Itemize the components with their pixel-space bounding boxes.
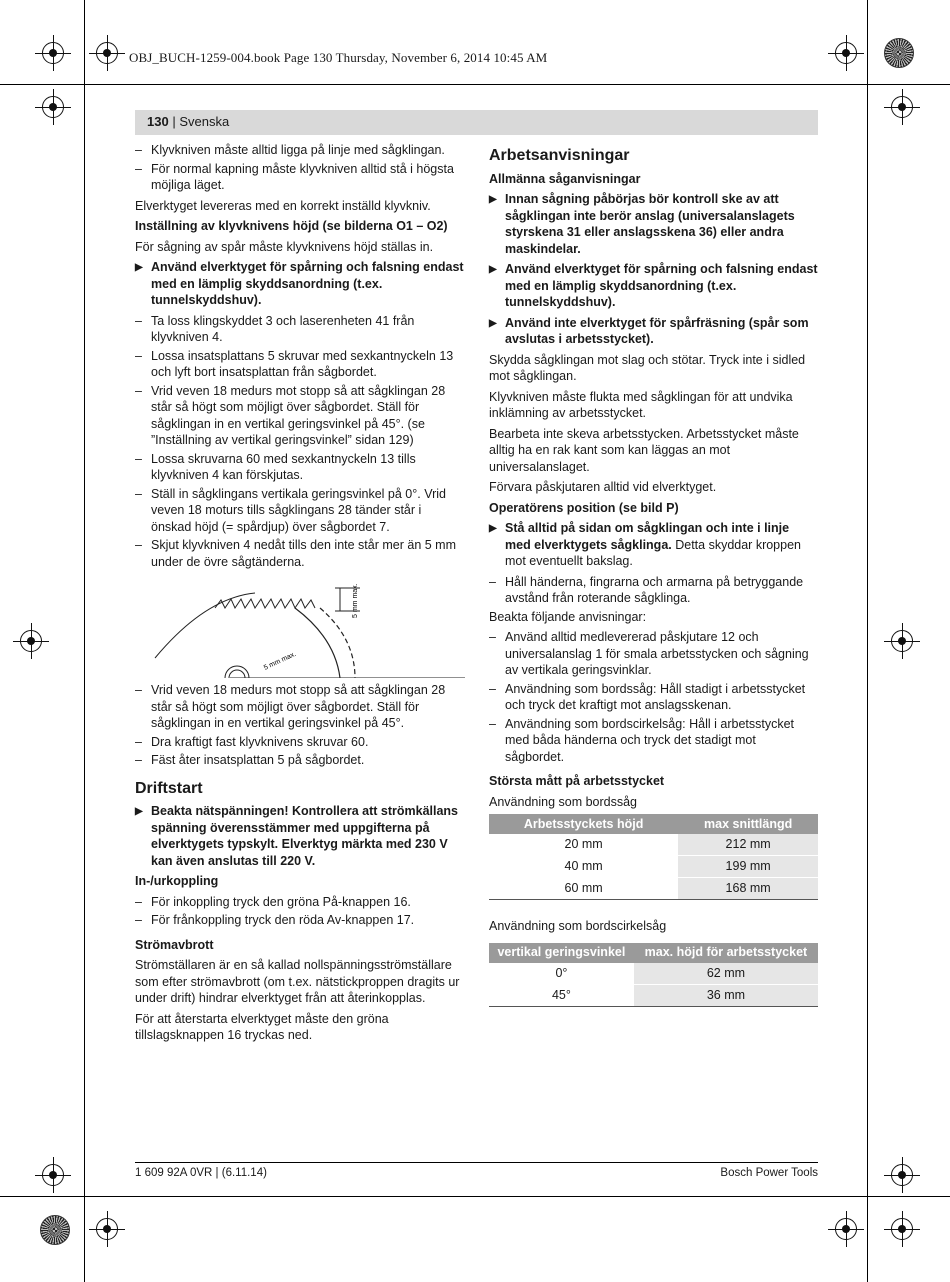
table-row <box>489 963 818 985</box>
registration-mark-icon <box>42 1164 64 1186</box>
paragraph: Strömställaren är en så kallad nollspänningsströmställare som efter strömavbrott (om t.ex. nätstickproppen dragits ur under drift) hindrar elverktyget från att återinkopplas. <box>135 958 460 1005</box>
list-item: – Ta loss klingskyddet 3 och laserenheten 41 från klyvkniven 4. <box>135 313 465 346</box>
list-item: – Användning som bordssåg: Håll stadigt i arbetsstycket och tryck det kraftigt mot anslagsskenan. <box>489 681 818 714</box>
registration-mark-icon <box>20 630 42 652</box>
warning-text: Innan sågning påbörjas bör kontroll ske av att sågklingan inte berör anslag (universalanslagets styrskena 31 eller anslagsskena 36) eller andra maskindelar. <box>505 192 795 256</box>
left-column <box>135 142 465 1048</box>
list-item: – Skjut klyvkniven 4 nedåt tills den inte står mer än 5 mm under de övre sågtänderna. <box>135 537 465 570</box>
table-row <box>489 834 818 856</box>
color-star-icon <box>40 1215 70 1245</box>
table-cell: 20 mm <box>489 834 678 856</box>
table-caption: Användning som bordscirkelsåg <box>489 919 667 933</box>
table-bordssag <box>489 814 818 900</box>
warning-text-normal: Detta skyddar kroppen mot eventuellt bakslag. <box>505 537 801 568</box>
warning-text: Beakta nätspänningen! Kontrollera att strömkällans spänning överensstämmer med uppgifterna på elverktygets typskylt. Elverktyg märkta med 230 V kan även anslutas till 220 V. <box>151 804 459 868</box>
table-cell: 60 mm <box>489 878 678 900</box>
table-row <box>489 878 818 900</box>
registration-mark-icon <box>891 1218 913 1240</box>
figure-label: 5 mm max. <box>352 583 359 618</box>
list-item: – Fäst åter insatsplattan 5 på sågbordet. <box>135 752 465 769</box>
section-title: Arbetsanvisningar <box>489 147 630 164</box>
table-cell: 45° <box>489 984 634 1006</box>
warning-text: Använd elverktyget för spårning och falsning endast med en lämplig skyddsanordning (t.ex. tunnelskyddshuv). <box>151 260 464 307</box>
warning-item <box>489 520 818 570</box>
registration-mark-icon <box>891 630 913 652</box>
right-column <box>489 142 818 1007</box>
list-item: – Vrid veven 18 medurs mot stopp så att sågklingan 28 står så högt som möjligt över sågbordet. Ställ för sågklingan in en vertikal geringsvinkel på 45°. <box>135 682 465 732</box>
page-number: 130 <box>147 114 169 129</box>
list-item: – Dra kraftigt fast klyvknivens skruvar 60. <box>135 734 465 751</box>
page-language: Svenska <box>179 114 230 129</box>
crop-line-right <box>867 0 868 1282</box>
table-header: max snittlängd <box>678 814 818 834</box>
table-bordscirkelsag <box>489 943 818 1007</box>
list-item: – För normal kapning måste klyvkniven alltid stå i högsta möjliga läget. <box>135 161 465 194</box>
paragraph: Beakta följande anvisningar: <box>489 609 647 624</box>
registration-mark-icon <box>835 42 857 64</box>
warning-item <box>135 259 465 309</box>
warning-item <box>489 191 818 257</box>
table-cell: 62 mm <box>634 963 818 985</box>
paragraph: För att återstarta elverktyget måste den gröna tillslagsknappen 16 tryckas ned. <box>135 1011 389 1042</box>
riving-knife-figure <box>135 578 465 678</box>
warning-text: Använd inte elverktyget för spårfräsning (spår som avslutas i arbetsstycket). <box>505 315 809 346</box>
section-heading: Inställning av klyvknivens höjd (se bilderna O1 – O2) <box>135 219 448 233</box>
page-header: 130 | Svenska <box>135 110 818 135</box>
table-header: max. höjd för arbetsstycket <box>634 943 818 963</box>
table-header: vertikal geringsvinkel <box>489 943 634 963</box>
warning-text: Använd elverktyget för spårning och falsning endast med en lämplig skyddsanordning (t.ex. tunnelskyddshuv). <box>505 262 818 309</box>
list-item: – Lossa insatsplattans 5 skruvar med sexkantnyckeln 13 och lyft bort insatsplattan från sågbordet. <box>135 348 465 381</box>
warning-item <box>489 315 818 348</box>
registration-mark-icon <box>835 1218 857 1240</box>
paragraph: Förvara påskjutaren alltid vid elverktyget. <box>489 480 717 494</box>
registration-mark-icon <box>42 96 64 118</box>
list-item: – För frånkoppling tryck den röda Av-knappen 17. <box>135 912 465 929</box>
table-cell: 0° <box>489 963 634 985</box>
crop-line-bottom <box>0 1196 950 1197</box>
section-heading: Största mått på arbetsstycket <box>489 774 665 788</box>
section-heading: Operatörens position (se bild P) <box>489 500 679 515</box>
registration-mark-icon <box>891 96 913 118</box>
table-cell: 199 mm <box>678 856 818 878</box>
table-cell: 40 mm <box>489 856 678 878</box>
table-row <box>489 984 818 1006</box>
registration-mark-icon <box>42 42 64 64</box>
list-item: – Håll händerna, fingrarna och armarna på betryggande avstånd från roterande sågklinga. <box>489 574 818 607</box>
list-item: – Vrid veven 18 medurs mot stopp så att sågklingan 28 står så högt som möjligt över sågbordet. Ställ för sågklingan in en vertikal geringsvinkel på 45°. (se ”Inställning av vertikal geringsvinkel” sidan 129) <box>135 383 465 449</box>
warning-text: Stå alltid på sidan om sågklingan och inte i linje med elverktygets sågklinga. <box>505 521 790 552</box>
list-item: – Använd alltid medlevererad påskjutare 12 och universalanslag 1 för smala arbetsstycken och sågning av vertikala geringsvinklar. <box>489 629 818 679</box>
table-cell: 36 mm <box>634 984 818 1006</box>
color-star-icon <box>884 38 914 68</box>
registration-mark-icon <box>891 1164 913 1186</box>
footer-doc-number: 1 609 92A 0VR | (6.11.14) <box>135 1167 267 1179</box>
section-heading: In-/urkoppling <box>135 874 219 888</box>
table-cell: 168 mm <box>678 878 818 900</box>
section-heading: Allmänna såganvisningar <box>489 171 641 186</box>
paragraph: Klyvkniven måste flukta med sågklingan för att undvika inklämning av arbetsstycket. <box>489 389 793 420</box>
paragraph: Elverktyget levereras med en korrekt inställd klyvkniv. <box>135 198 431 213</box>
registration-mark-icon <box>96 1218 118 1240</box>
paragraph: Skydda sågklingan mot slag och stötar. Tryck inte i sidled mot sågklingan. <box>489 352 806 383</box>
figure-label: 5 mm max. <box>262 650 298 672</box>
paragraph: Bearbeta inte skeva arbetsstycken. Arbetsstycket måste alltig ha en rak kant som kan läggas an mot universalanslaget. <box>489 426 799 474</box>
warning-item <box>489 261 818 311</box>
table-caption: Användning som bordssåg <box>489 794 638 809</box>
table-header: Arbetsstyckets höjd <box>489 814 678 834</box>
list-item: – Lossa skruvarna 60 med sexkantnyckeln 13 tills klyvkniven 4 kan förskjutas. <box>135 451 465 484</box>
print-slug: OBJ_BUCH-1259-004.book Page 130 Thursday, November 6, 2014 10:45 AM <box>129 50 548 65</box>
section-title: Driftstart <box>135 779 203 797</box>
crop-line-left <box>84 0 85 1282</box>
list-item: – Ställ in sågklingans vertikala geringsvinkel på 0°. Vrid veven 18 moturs tills sågklingans 28 tänder står i önskad höjd (= spårdjup) över sågbordet 7. <box>135 486 465 536</box>
table-cell: 212 mm <box>678 834 818 856</box>
crop-line-top <box>0 84 950 85</box>
list-item: – För inkoppling tryck den gröna På-knappen 16. <box>135 894 465 911</box>
footer-rule <box>135 1162 818 1163</box>
list-item: – Användning som bordscirkelsåg: Håll i arbetsstycket med båda händerna och tryck det stadigt mot sågbordet. <box>489 716 818 766</box>
section-heading: Strömavbrott <box>135 937 214 952</box>
list-item: – Klyvkniven måste alltid ligga på linje med sågklingan. <box>135 142 465 159</box>
paragraph: För sågning av spår måste klyvknivens höjd ställas in. <box>135 239 434 254</box>
registration-mark-icon <box>96 42 118 64</box>
footer-brand: Bosch Power Tools <box>720 1167 818 1179</box>
warning-item <box>135 803 465 869</box>
table-row <box>489 856 818 878</box>
